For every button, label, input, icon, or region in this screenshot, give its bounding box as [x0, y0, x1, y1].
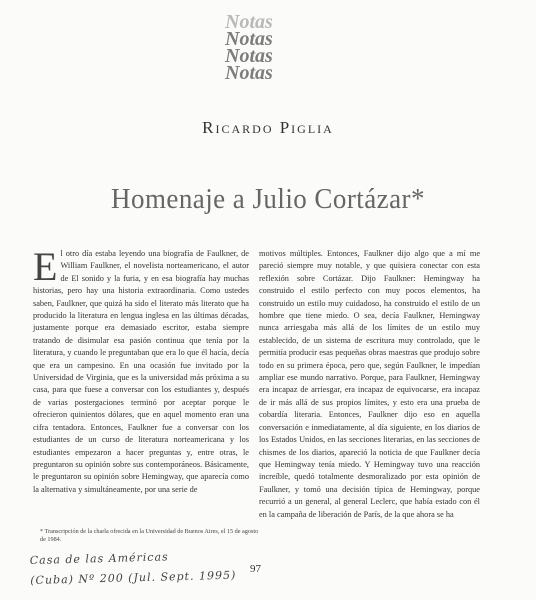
- notas-header: [225, 11, 325, 84]
- left-body: l otro día estaba leyendo una biografía de Faulkner, de William Faulkner, el novelista norteamericano, el autor de El sonido y la furia, y en esa biografía hay muchas historias, pero hay una historia extraordinaria. Como ustedes saben, Faulkner, que quizá ha sido el literato más literato que ha producido la literatura en lengua inglesa en las últimas décadas, justamente porque era demasiado escritor, estaba siempre tratando de disimular esa pasión continua que tenía por la literatura, y cuando le preguntaban que era lo que él hacía, decía que era un campesino. En una ocasión fue invitado por la Universidad de Virginia, que es la universidad más próxima a su casa, para que fuese a conversar con los estudiantes y, después de varias postergaciones terminó por aceptar porque le ofrecieron quinientos dólares, que en aquel momento eran una cifra tentadora. Entonces, Faulkner fue a conversar con los estudiantes de un curso de literatura norteamericana y los estudiantes empezaron a hacer preguntas y, entre otras, le preguntaron su opinión sobre sus contemporáneos. Básicamente, le preguntaron su opinión sobre Hemingway, que aparecía como la alternativa y simultáneamente, por una serie de: [33, 249, 249, 494]
- article-title: Homenaje a Julio Cortázar*: [111, 183, 425, 215]
- notas-line: Notas: [225, 45, 273, 67]
- handwritten-note: [30, 545, 261, 591]
- right-body: motivos múltiples. Entonces, Faulkner dijo algo que a mí me pareció siempre muy notable, y que quisiera conectar con esta reflexión sobre Cortázar. Dijo Faulkner: Hemingway ha construido el estilo perfecto con muy pocos elementos, ha construido un estilo muy cuidadoso, ha construido el estilo de un hombre que tiene miedo. O sea, decía Faulkner, Hemingway nunca arriesgaba más allá de los límites de un estilo muy establecido, de un sistema de escritura muy controlado, que le permitía producir esas pequeñas obras maestras que produjo sobre todo en su primera época, pero que, según Faulkner, le impedían ampliar ese mundo narrativo. Porque, para Faulkner, Hemingway era incapaz de arriesgar, era incapaz de equivocarse, era incapaz de ir más allá de sus propios límites, y esto era una prueba de cobardía literaria. Entonces, Faulkner dijo eso en aquella conversación e inmediatamente, al día siguiente, en los diarios de los Estados Unidos, en las secciones literarias, en las secciones de chismes de los diarios, apareció la noticia de que Faulkner decía que Hemingway tenía miedo. Y Hemingway tuvo una reacción increíble, quedó totalmente desmoralizado por esta opinión de Faulkner, y tomó una decisión típica de Hemingway, porque recurrió a un general, al general Leclerc, que había estado con él en la campaña de liberación de París, de la que ahora se ha: [259, 249, 480, 519]
- left-column-text: [33, 244, 249, 496]
- left-column: [33, 244, 249, 496]
- page-number: 97: [250, 563, 261, 575]
- notas-line: Notas: [225, 11, 273, 33]
- notas-line: Notas: [225, 28, 273, 50]
- author-name: Ricardo Piglia: [202, 118, 334, 137]
- right-column: [259, 248, 480, 521]
- drop-cap: E: [33, 244, 58, 289]
- handwritten-line: (Cuba) Nº 200 (Jul. Sept. 1995): [30, 568, 237, 588]
- notas-line: Notas: [225, 62, 273, 84]
- footnote: * Transcripción de la charla ofrecida en la Universidad de Buenos Aires, el 15 de agosto de 1984.: [40, 528, 259, 543]
- handwritten-line: Casa de las Américas: [29, 550, 169, 568]
